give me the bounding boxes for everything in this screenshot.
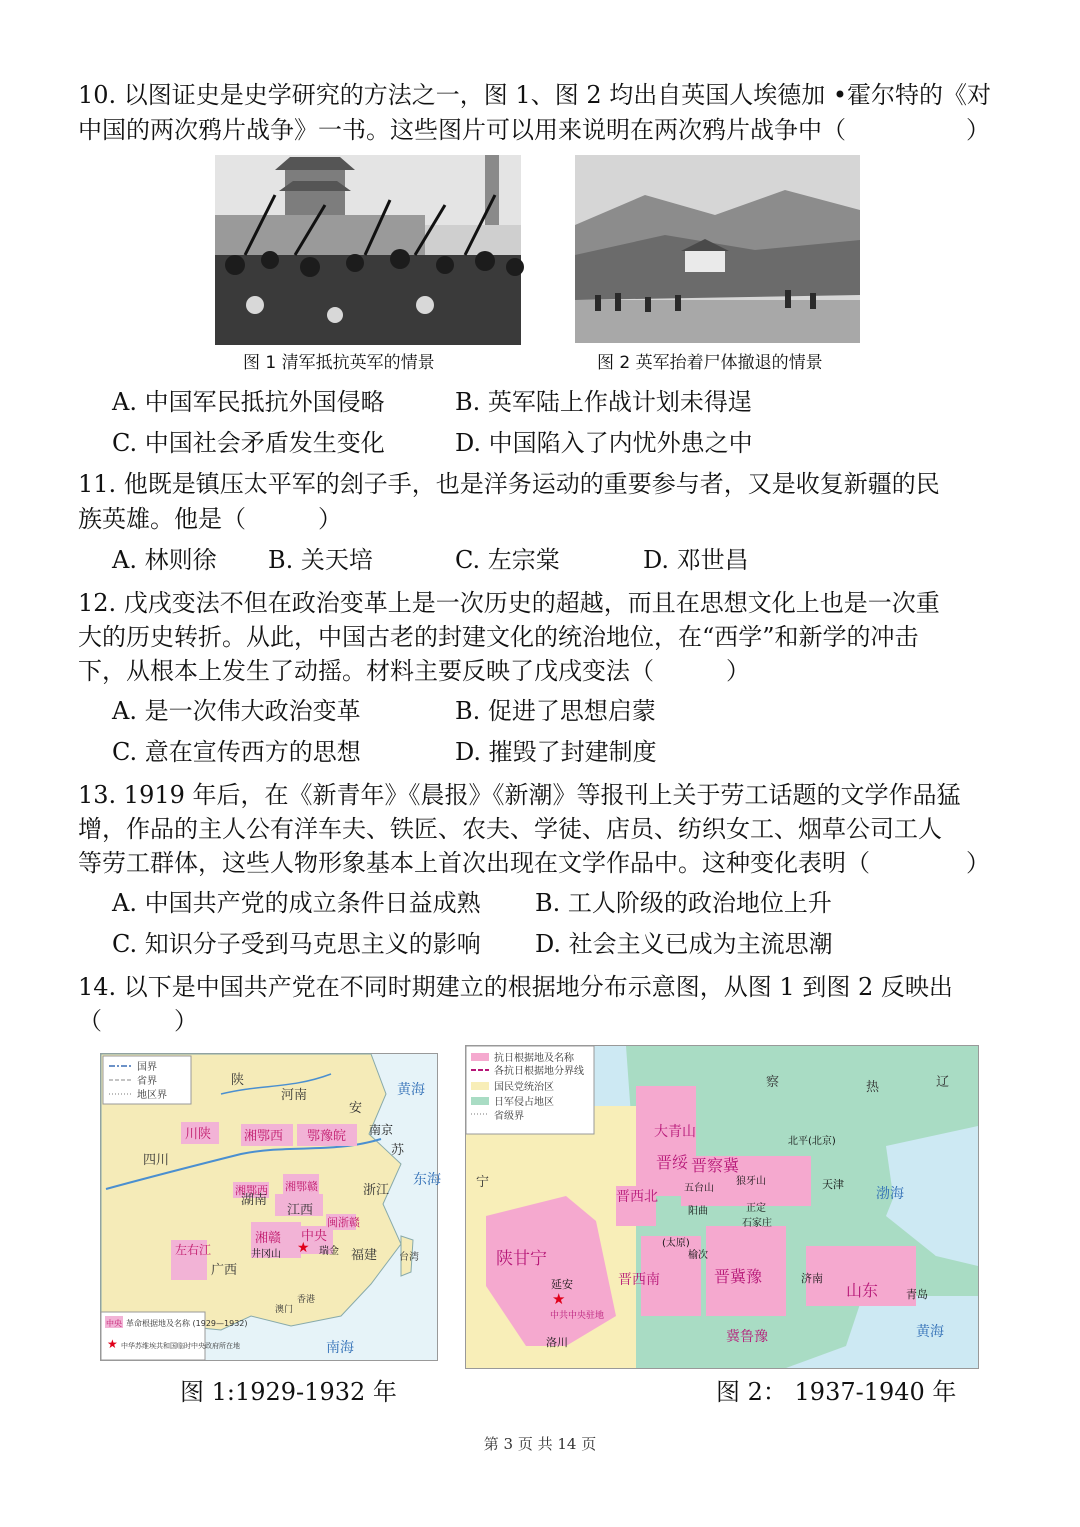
map2-label-shandong: 山东 — [846, 1281, 879, 1300]
map1-label-henan: 河南 — [281, 1088, 308, 1103]
map1-label-fujian: 福建 — [351, 1248, 378, 1263]
q11-option-d[interactable]: D. 邓世昌 — [643, 546, 749, 574]
q10-stem-line2: 中国的两次鸦片战争》一书。这些图片可以用来说明在两次鸦片战争中（ ） — [78, 116, 990, 144]
map2-label-yuci: 榆次 — [688, 1250, 708, 1261]
map1-label-huanghai: 黄海 — [397, 1082, 425, 1098]
map1-label-xianggan: 湘赣 — [255, 1231, 282, 1246]
map2-label-huanghai: 黄海 — [916, 1324, 944, 1340]
map2-legend-province: 省级界 — [494, 1111, 524, 1122]
map1-star-icon: ★ — [297, 1240, 310, 1256]
map2-label-rehe: 热 — [866, 1080, 880, 1095]
map1-label-aomen: 澳门 — [275, 1305, 294, 1315]
map1-label-nanjing: 南京 — [369, 1123, 394, 1137]
q10-option-c[interactable]: C. 中国社会矛盾发生变化 — [112, 429, 385, 457]
map-2-label: 图 2： 1937-1940 年 — [716, 1378, 957, 1406]
q13-option-b[interactable]: B. 工人阶级的政治地位上升 — [535, 889, 832, 917]
map2-label-liao: 辽 — [936, 1075, 950, 1090]
map1-label-minzhegan: 闽浙赣 — [327, 1216, 360, 1229]
q13-option-c[interactable]: C. 知识分子受到马克思主义的影响 — [112, 930, 481, 958]
map2-label-wutaishan: 五台山 — [684, 1183, 714, 1194]
map1-label-xiangexi2: 湘鄂西 — [235, 1184, 268, 1197]
map1-label-donghai: 东海 — [413, 1172, 441, 1188]
map2-label-ning: 宁 — [476, 1175, 490, 1190]
q12-option-a[interactable]: A. 是一次伟大政治变革 — [112, 697, 361, 725]
map1-label-xianggang: 香港 — [297, 1295, 316, 1305]
q13-option-a[interactable]: A. 中国共产党的成立条件日益成熟 — [112, 889, 481, 917]
map2-label-jinxinan: 晋西南 — [618, 1272, 660, 1288]
map1-label-jiangsu: 苏 — [391, 1143, 405, 1158]
map1-label-nanhai: 南海 — [326, 1340, 354, 1356]
map1-label-taiwan: 台湾 — [399, 1252, 419, 1263]
page-footer: 第 3 页 共 14 页 — [483, 1435, 597, 1453]
q11-stem-line2: 族英雄。他是（ ） — [78, 505, 342, 533]
map2-label-jinchaji: 晋察冀 — [691, 1156, 740, 1175]
map-1-label: 图 1:1929-1932 年 — [180, 1378, 397, 1406]
q11-option-a[interactable]: A. 林则徐 — [112, 546, 217, 574]
map1-legend-base: 革命根据地及名称 (1929—1932) — [126, 1319, 248, 1328]
map2-label-beiping: 北平(北京) — [788, 1136, 836, 1147]
map2-legend-boundary: 各抗日根据地分界线 — [494, 1066, 584, 1077]
map2-legend-occupied: 日军侵占地区 — [494, 1097, 554, 1108]
map1-label-xiangegan: 湘鄂赣 — [285, 1180, 318, 1193]
map1-legend-province: 省界 — [137, 1076, 157, 1087]
q12-stem-line1: 12. 戊戌变法不但在政治变革上是一次历史的超越，而且在思想文化上也是一次重 — [78, 589, 940, 617]
q14-stem-line1: 14. 以下是中国共产党在不同时期建立的根据地分布示意图，从图 1 到图 2 反映出 — [78, 973, 953, 1001]
q13-stem-line2: 增，作品的主人公有洋车夫、铁匠、农夫、学徒、店员、纺织女工、烟草公司工人 — [78, 815, 942, 843]
figure-1-caption: 图 1 清军抵抗英军的情景 — [243, 353, 435, 373]
q11-stem-line1: 11. 他既是镇压太平军的刽子手，也是洋务运动的重要参与者，又是收复新疆的民 — [78, 470, 940, 498]
map2-label-jinxibei: 晋西北 — [616, 1189, 658, 1205]
q12-option-b[interactable]: B. 促进了思想启蒙 — [455, 697, 656, 725]
map1-label-shaan: 陕 — [231, 1073, 245, 1088]
map1-label-ruijin: 瑞金 — [319, 1246, 339, 1257]
q10-option-b[interactable]: B. 英军陆上作战计划未得逞 — [455, 388, 752, 416]
map2-legend-kmt: 国民党统治区 — [494, 1082, 554, 1093]
map2-label-shijiazhuang: 石家庄 — [742, 1218, 772, 1229]
map1-legend-capital: 中华苏维埃共和国临时中央政府所在地 — [121, 1342, 240, 1350]
map1-label-zuoyoujiang: 左右江 — [175, 1243, 212, 1257]
map1-label-jinggangshan: 井冈山 — [251, 1249, 281, 1260]
map1-label-hunan: 湖南 — [241, 1193, 268, 1208]
map2-label-bohai: 渤海 — [876, 1186, 904, 1202]
map1-label-jiangxi: 江西 — [287, 1203, 314, 1218]
map2-label-luochuan: 洛川 — [546, 1336, 568, 1349]
map2-label-yangqu: 阳曲 — [688, 1206, 708, 1217]
map2-label-daqingshan: 大青山 — [654, 1124, 696, 1140]
q10-stem-line1: 10. 以图证史是史学研究的方法之一，图 1、图 2 均出自英国人埃德加 •霍尔特的《对 — [78, 81, 992, 109]
map1-label-eyuwan: 鄂豫皖 — [307, 1129, 347, 1144]
map2-label-qingdao: 青岛 — [906, 1288, 928, 1301]
q12-option-c[interactable]: C. 意在宣传西方的思想 — [112, 738, 361, 766]
q13-stem-line1: 13. 1919 年后，在《新青年》《晨报》《新潮》等报刊上关于劳工话题的文学作品猛 — [78, 781, 961, 809]
figure-2-retreat-engraving — [575, 155, 860, 343]
map-2-anti-japanese-bases — [465, 1045, 979, 1369]
map2-label-zhonggong: 中共中央驻地 — [550, 1311, 605, 1321]
map2-label-jinsui: 晋绥 — [656, 1153, 689, 1172]
map2-label-chahaer: 察 — [766, 1075, 780, 1090]
map2-label-jinjiyu: 晋冀豫 — [714, 1267, 763, 1286]
q14-stem-line2: （ ） — [78, 1007, 198, 1035]
map2-star-icon: ★ — [552, 1290, 566, 1308]
figure-1-battle-engraving — [215, 155, 521, 345]
q12-stem-line2: 大的历史转折。从此，中国古老的封建文化的统治地位，在“西学”和新学的冲击 — [78, 623, 919, 651]
map1-label-zhejiang: 浙江 — [363, 1183, 390, 1198]
q12-stem-line3: 下，从根本上发生了动摇。材料主要反映了戊戌变法（ ） — [78, 657, 750, 685]
map1-label-chuanshaan: 川陕 — [185, 1127, 212, 1142]
map2-label-langyashan: 狼牙山 — [736, 1176, 766, 1187]
map2-label-zhengding: 正定 — [746, 1203, 766, 1214]
q10-option-d[interactable]: D. 中国陷入了内忧外患之中 — [455, 429, 753, 457]
q11-option-c[interactable]: C. 左宗棠 — [455, 546, 560, 574]
map1-label-xiangexi: 湘鄂西 — [244, 1129, 284, 1144]
map1-legend-star-icon: ★ — [107, 1337, 118, 1351]
q13-option-d[interactable]: D. 社会主义已成为主流思潮 — [535, 930, 833, 958]
map2-label-taiyuan: (太原) — [662, 1238, 690, 1249]
map1-legend-district: 地区界 — [137, 1090, 167, 1101]
map2-label-shaanganning: 陕甘宁 — [496, 1249, 547, 1269]
q12-option-d[interactable]: D. 摧毁了封建制度 — [455, 738, 657, 766]
map2-label-jiluyu: 冀鲁豫 — [726, 1329, 768, 1345]
map1-label-zhongyang: 中央 — [301, 1229, 328, 1244]
q10-option-a[interactable]: A. 中国军民抵抗外国侵略 — [112, 388, 385, 416]
map1-label-guangxi: 广西 — [211, 1263, 238, 1278]
map1-legend-border: 国界 — [137, 1062, 157, 1073]
map-1-revolutionary-bases — [100, 1053, 441, 1361]
q11-option-b[interactable]: B. 关天培 — [268, 546, 373, 574]
map1-legend-mark: 中央 — [106, 1319, 122, 1328]
map2-label-jinan: 济南 — [801, 1272, 823, 1285]
map2-label-tianjin: 天津 — [822, 1178, 844, 1191]
map2-label-yanan: 延安 — [551, 1278, 573, 1291]
map2-legend-base: 抗日根据地及名称 — [494, 1053, 574, 1064]
q13-stem-line3: 等劳工群体，这些人物形象基本上首次出现在文学作品中。这种变化表明（ ） — [78, 849, 990, 877]
map1-label-anhui: 安 — [349, 1101, 363, 1116]
map1-label-sichuan: 四川 — [143, 1153, 170, 1168]
figure-2-caption: 图 2 英军抬着尸体撤退的情景 — [597, 353, 823, 373]
